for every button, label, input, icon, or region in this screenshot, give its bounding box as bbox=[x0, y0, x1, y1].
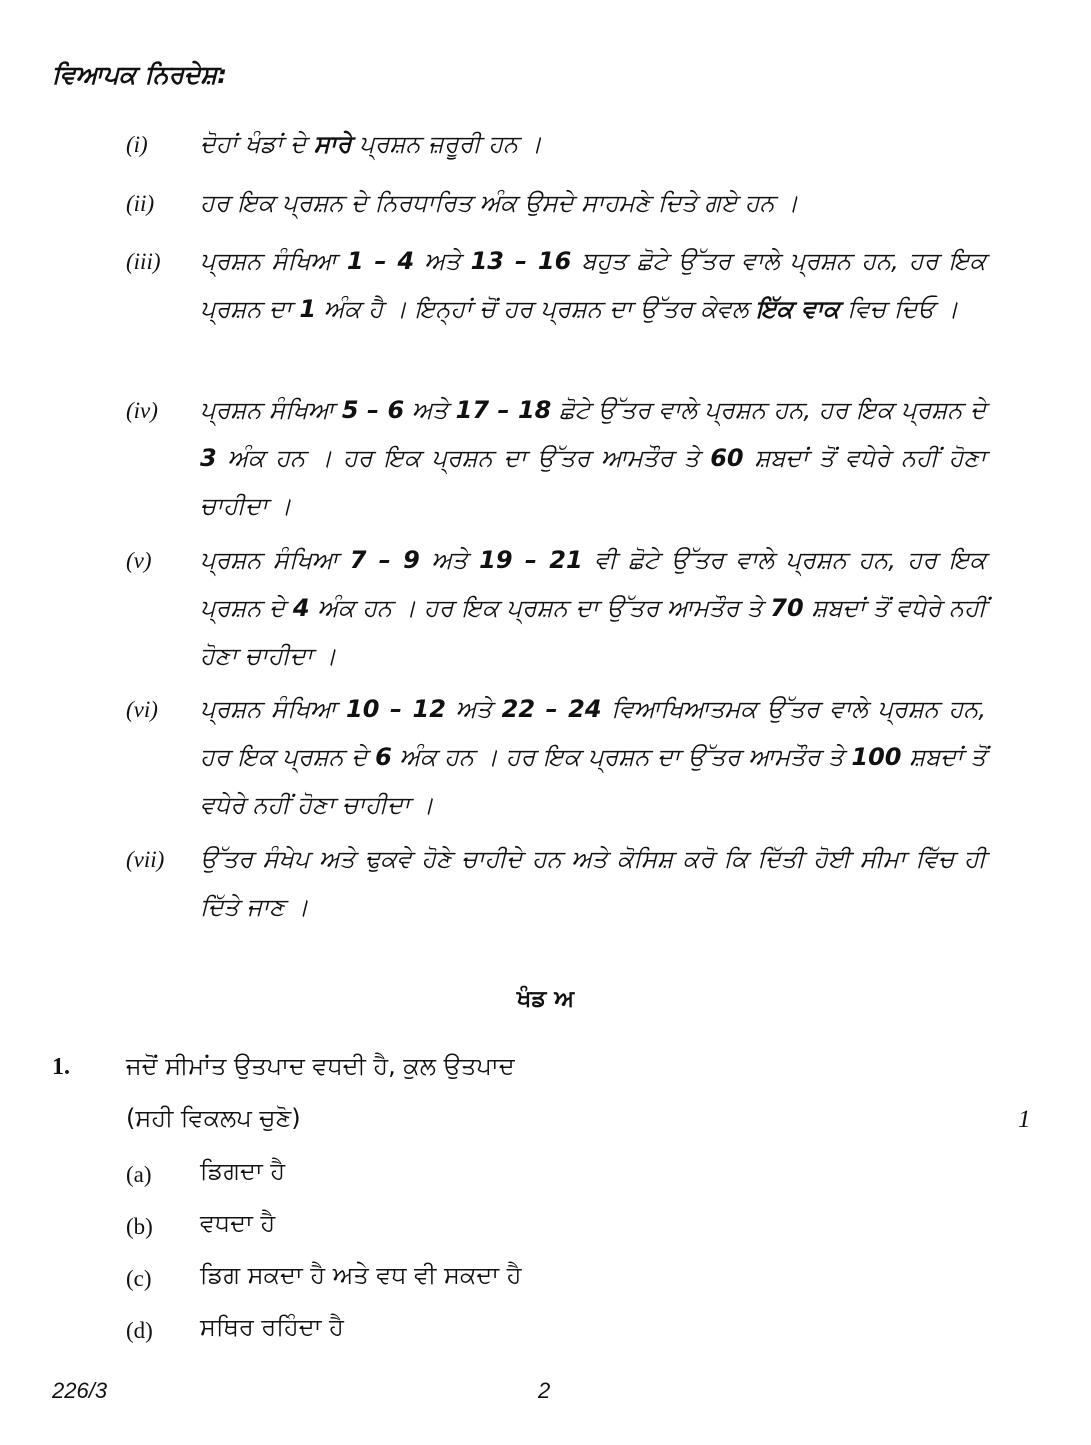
instruction-number: (iii) bbox=[126, 249, 161, 274]
paper-code: 226/3 bbox=[52, 1378, 108, 1403]
instruction-number: (vii) bbox=[126, 847, 165, 872]
instruction-item bbox=[126, 237, 986, 333]
instruction-number: (iv) bbox=[126, 398, 158, 423]
instructions-heading: ਵਿਆਪਕ ਨਿਰਦੇਸ਼: bbox=[52, 60, 228, 89]
question-number: 1. bbox=[52, 1054, 70, 1080]
option-text: ਸਥਿਰ ਰਹਿੰਦਾ ਹੈ bbox=[200, 1313, 344, 1341]
option-text: ਡਿਗ ਸਕਦਾ ਹੈ ਅਤੇ ਵਧ ਵੀ ਸਕਦਾ ਹੈ bbox=[200, 1261, 522, 1289]
option-text: ਵਧਦਾ ਹੈ bbox=[200, 1209, 276, 1237]
instruction-item bbox=[126, 179, 986, 227]
option-label: (b) bbox=[126, 1214, 153, 1239]
instruction-item bbox=[126, 835, 986, 931]
instruction-text: ਪ੍ਰਸ਼ਨ ਸੰਖਿਆ 7 – 9 ਅਤੇ 19 – 21 ਵੀ ਛੋਟੇ ਉੱਤਰ ਵਾਲੇ ਪ੍ਰਸ਼ਨ ਹਨ, ਹਰ ਇਕ ਪ੍ਰਸ਼ਨ ਦੇ 4 ਅੰਕ ਹਨ । ਹਰ ਇਕ ਪ੍ਰਸ਼ਨ ਦਾ ਉੱਤਰ ਆਮਤੌਰ ਤੇ 70 ਸ਼ਬਦਾਂ ਤੋਂ ਵਧੇਰੇ ਨਹੀਂ ਹੋਣਾ ਚਾਹੀਦਾ । bbox=[200, 546, 987, 670]
instruction-text: ਪ੍ਰਸ਼ਨ ਸੰਖਿਆ 10 – 12 ਅਤੇ 22 – 24 ਵਿਆਖਿਆਤਮਕ ਉੱਤਰ ਵਾਲੇ ਪ੍ਰਸ਼ਨ ਹਨ, ਹਰ ਇਕ ਪ੍ਰਸ਼ਨ ਦੇ 6 ਅੰਕ ਹਨ । ਹਰ ਇਕ ਪ੍ਰਸ਼ਨ ਦਾ ਉੱਤਰ ਆਮਤੌਰ ਤੇ 100 ਸ਼ਬਦਾਂ ਤੋਂ ਵਧੇਰੇ ਨਹੀਂ ਹੋਣਾ ਚਾਹੀਦਾ । bbox=[200, 695, 986, 819]
instruction-text: ਉੱਤਰ ਸੰਖੇਪ ਅਤੇ ਢੁਕਵੇ ਹੋਣੇ ਚਾਹੀਦੇ ਹਨ ਅਤੇ ਕੋਸਿਸ਼ ਕਰੋ ਕਿ ਦਿੱਤੀ ਹੋਈ ਸੀਮਾ ਵਿੱਚ ਹੀ ਦਿੱਤੇ ਜਾਣ । bbox=[200, 845, 986, 921]
instruction-item bbox=[126, 536, 986, 680]
instruction-text: ਪ੍ਰਸ਼ਨ ਸੰਖਿਆ 1 – 4 ਅਤੇ 13 – 16 ਬਹੁਤ ਛੋਟੇ ਉੱਤਰ ਵਾਲੇ ਪ੍ਰਸ਼ਨ ਹਨ, ਹਰ ਇਕ ਪ੍ਰਸ਼ਨ ਦਾ 1 ਅੰਕ ਹੈ । ਇਨ੍ਹਾਂ ਚੋਂ ਹਰ ਪ੍ਰਸ਼ਨ ਦਾ ਉੱਤਰ ਕੇਵਲ ਇੱਕ ਵਾਕ ਵਿਚ ਦਿਓ । bbox=[200, 247, 986, 323]
question-marks: 1 bbox=[1018, 1106, 1031, 1133]
option-label: (a) bbox=[126, 1162, 152, 1187]
question-text: ਜਦੋਂ ਸੀਮਾਂਤ ਉਤਪਾਦ ਵਧਦੀ ਹੈ, ਕੁਲ ਉਤਪਾਦ bbox=[126, 1052, 515, 1080]
option-text: ਡਿਗਦਾ ਹੈ bbox=[200, 1157, 286, 1185]
instruction-number: (vi) bbox=[126, 697, 158, 722]
instruction-item bbox=[126, 386, 986, 530]
option-label: (d) bbox=[126, 1318, 153, 1343]
instruction-text: ਹਰ ਇਕ ਪ੍ਰਸ਼ਨ ਦੇ ਨਿਰਧਾਰਿਤ ਅੰਕ ਉਸਦੇ ਸਾਹਮਣੇ ਦਿਤੇ ਗਏ ਹਨ । bbox=[200, 189, 799, 217]
instruction-number: (i) bbox=[126, 132, 148, 157]
option-label: (c) bbox=[126, 1266, 152, 1291]
section-title: ਖੰਡ ਅ bbox=[516, 986, 575, 1012]
question-subtext: (ਸਹੀ ਵਿਕਲਪ ਚੁਣੋ) bbox=[126, 1104, 301, 1132]
instruction-number: (ii) bbox=[126, 191, 155, 216]
instruction-item bbox=[126, 685, 986, 829]
instruction-text: ਦੋਹਾਂ ਖੰਡਾਂ ਦੇ ਸਾਰੇ ਪ੍ਰਸ਼ਨ ਜ਼ਰੂਰੀ ਹਨ । bbox=[200, 130, 542, 158]
instruction-item bbox=[126, 120, 986, 168]
page-number: 2 bbox=[538, 1378, 551, 1403]
instruction-text: ਪ੍ਰਸ਼ਨ ਸੰਖਿਆ 5 – 6 ਅਤੇ 17 – 18 ਛੋਟੇ ਉੱਤਰ ਵਾਲੇ ਪ੍ਰਸ਼ਨ ਹਨ, ਹਰ ਇਕ ਪ੍ਰਸ਼ਨ ਦੇ 3 ਅੰਕ ਹਨ । ਹਰ ਇਕ ਪ੍ਰਸ਼ਨ ਦਾ ਉੱਤਰ ਆਮਤੌਰ ਤੇ 60 ਸ਼ਬਦਾਂ ਤੋਂ ਵਧੇਰੇ ਨਹੀਂ ਹੋਣਾ ਚਾਹੀਦਾ । bbox=[200, 396, 987, 520]
instruction-number: (v) bbox=[126, 548, 152, 573]
